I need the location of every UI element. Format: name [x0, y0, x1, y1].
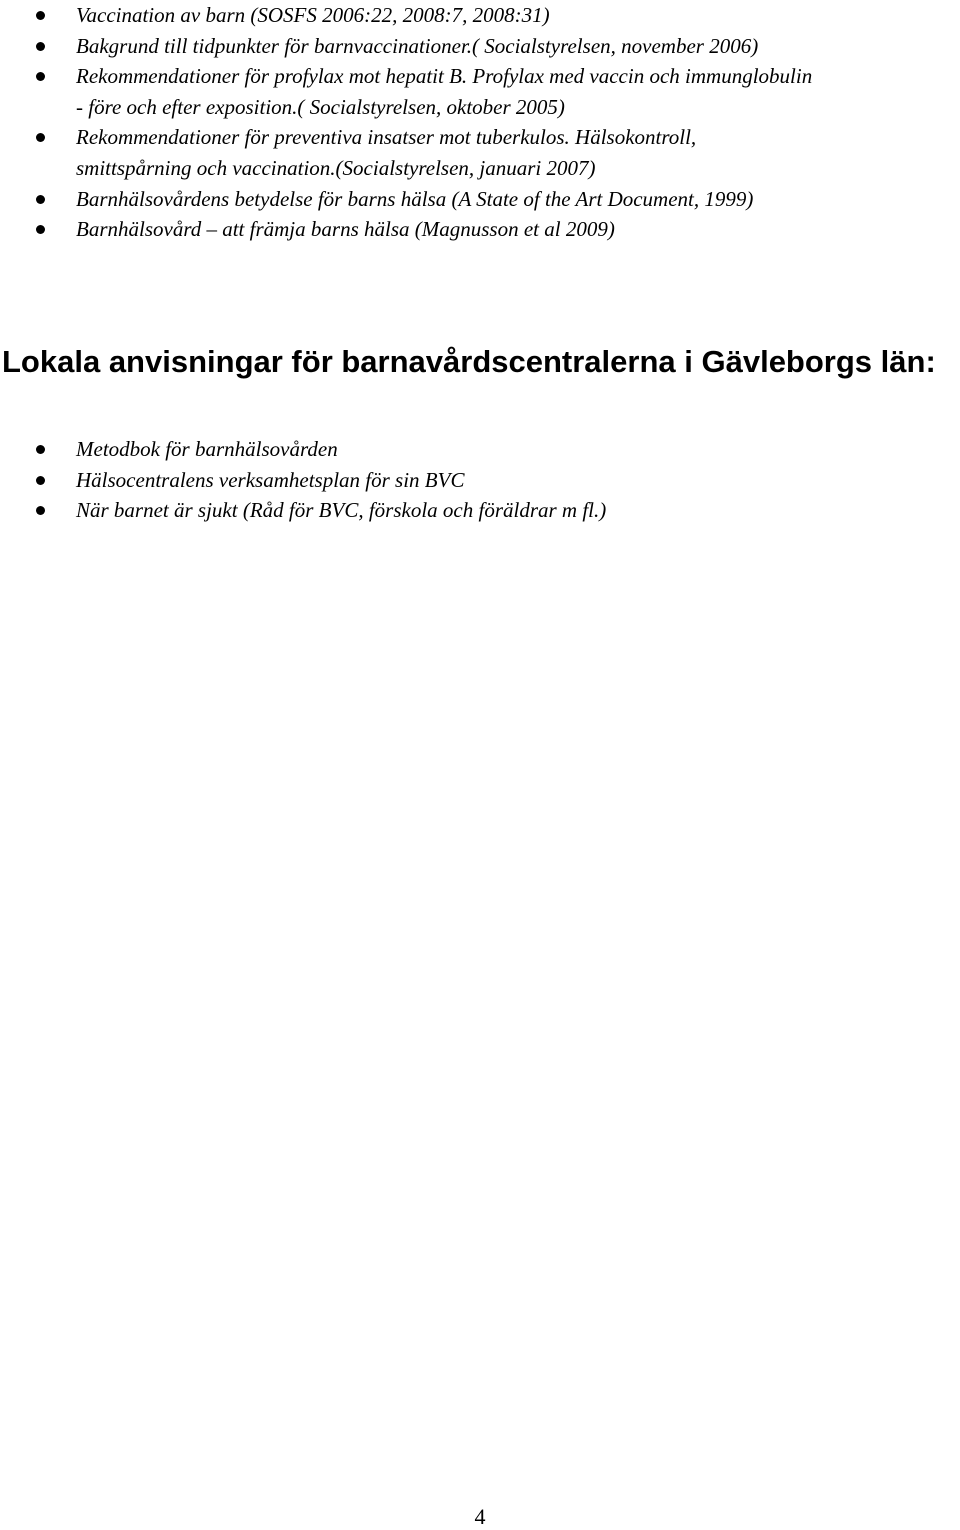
reference-item — [0, 122, 960, 183]
bullet-icon — [36, 72, 45, 81]
reference-text-continued: smittspårning och vaccination.(Socialstyrelsen, januari 2007) — [76, 155, 596, 180]
reference-text: Bakgrund till tidpunkter för barnvaccinationer.( Socialstyrelsen, november 2006) — [76, 33, 759, 58]
list-item-text: Hälsocentralens verksamhetsplan för sin BVC — [76, 467, 465, 492]
reference-item — [0, 61, 960, 122]
reference-text: Barnhälsovårdens betydelse för barns hälsa (A State of the Art Document, 1999) — [76, 186, 754, 211]
reference-item — [0, 0, 960, 31]
reference-item — [0, 214, 960, 245]
reference-item — [0, 31, 960, 62]
bullet-icon — [36, 195, 45, 204]
list-item — [0, 465, 960, 496]
reference-text: Vaccination av barn (SOSFS 2006:22, 2008:7, 2008:31) — [76, 3, 550, 27]
page-number: 4 — [474, 1504, 486, 1529]
local-guidelines-list — [0, 434, 960, 526]
bullet-icon — [36, 11, 45, 20]
bullet-icon — [36, 225, 45, 234]
bullet-icon — [36, 506, 45, 515]
reference-list — [0, 0, 960, 245]
reference-item — [0, 184, 960, 215]
bullet-icon — [36, 445, 45, 454]
section-heading: Lokala anvisningar för barnavårdscentralerna i Gävleborgs län: — [2, 343, 936, 379]
bullet-icon — [36, 133, 45, 142]
bullet-icon — [36, 42, 45, 51]
reference-text: Barnhälsovård – att främja barns hälsa (Magnusson et al 2009) — [76, 217, 615, 242]
reference-text: Rekommendationer för preventiva insatser mot tuberkulos. Hälsokontroll, — [76, 125, 697, 150]
reference-text: Rekommendationer för profylax mot hepatit B. Profylax med vaccin och immunglobulin — [76, 64, 813, 89]
bullet-icon — [36, 476, 45, 485]
list-item — [0, 434, 960, 465]
list-item-text: Metodbok för barnhälsovården — [76, 437, 338, 461]
list-item-text: När barnet är sjukt (Råd för BVC, förskola och föräldrar m fl.) — [76, 498, 607, 523]
list-item — [0, 495, 960, 526]
reference-text-continued: - före och efter exposition.( Socialstyrelsen, oktober 2005) — [76, 94, 565, 119]
